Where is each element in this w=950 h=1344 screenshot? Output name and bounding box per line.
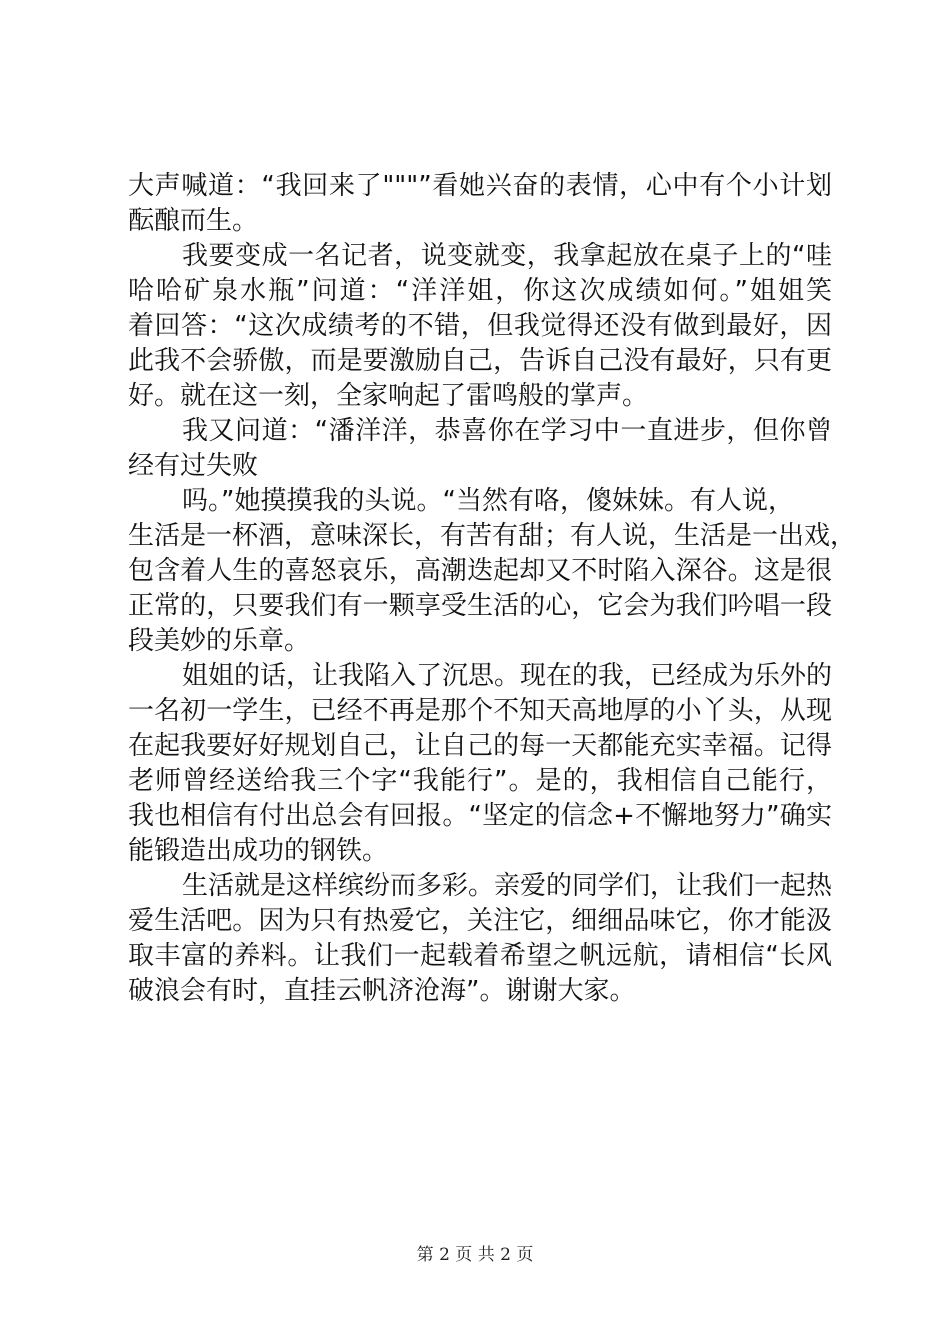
text-line: 姐姐的话，让我陷入了沉思。现在的我，已经成为乐外的 [182,661,833,691]
page-number-footer: 第 2 页 共 2 页 [416,1245,534,1265]
text-line: 破浪会有时，直挂云帆济沧海”。谢谢大家。 [128,976,636,1006]
text-line: 在起我要好好规划自己，让自己的每一天都能充实幸福。记得 [128,731,832,761]
text-line: 好。就在这一刻，全家响起了雷鸣般的掌声。 [128,381,649,411]
text-line: 一名初一学生，已经不再是那个不知天高地厚的小丫头，从现 [128,696,832,726]
text-line: 大声喊道：“我回来了"""”看她兴奋的表情，心中有个小计划 [128,171,832,201]
text-line: 能锻造出成功的钢铁。 [128,836,389,866]
text-line: 经有过失败 [128,451,259,481]
document-body [128,169,857,1009]
text-line: 段美妙的乐章。 [128,626,311,656]
text-line: 我也相信有付出总会有回报。“坚定的信念+不懈地努力”确实 [128,801,832,831]
text-line: 吗。”她摸摸我的头说。“当然有咯，傻妹妹。有人说， [182,486,794,516]
text-line: 正常的，只要我们有一颗享受生活的心，它会为我们吟唱一段 [128,591,832,621]
text-line: 我要变成一名记者，说变就变，我拿起放在桌子上的“哇 [182,241,832,271]
text-line: 此我不会骄傲，而是要激励自己，告诉自己没有最好，只有更 [128,346,832,376]
text-line: 哈哈矿泉水瓶”问道：“洋洋姐，你这次成绩如何。”姐姐笑 [128,276,832,306]
text-line: 取丰富的养料。让我们一起载着希望之帆远航，请相信“长风 [128,941,832,971]
text-line: 我又问道：“潘洋洋，恭喜你在学习中一直进步，但你曾 [182,416,832,446]
text-line: 生活就是这样缤纷而多彩。亲爱的同学们，让我们一起热 [182,871,833,901]
text-line: 老师曾经送给我三个字“我能行”。是的，我相信自己能行， [128,766,832,796]
text-line: 包含着人生的喜怒哀乐，高潮迭起却又不时陷入深谷。这是很 [128,556,832,586]
text-line: 生活是一杯酒，意味深长，有苦有甜；有人说，生活是一出戏， [128,521,857,551]
text-line: 酝酿而生。 [128,206,259,236]
text-line: 着回答：“这次成绩考的不错，但我觉得还没有做到最好，因 [128,311,832,341]
text-line: 爱生活吧。因为只有热爱它，关注它，细细品味它，你才能汲 [128,906,832,936]
